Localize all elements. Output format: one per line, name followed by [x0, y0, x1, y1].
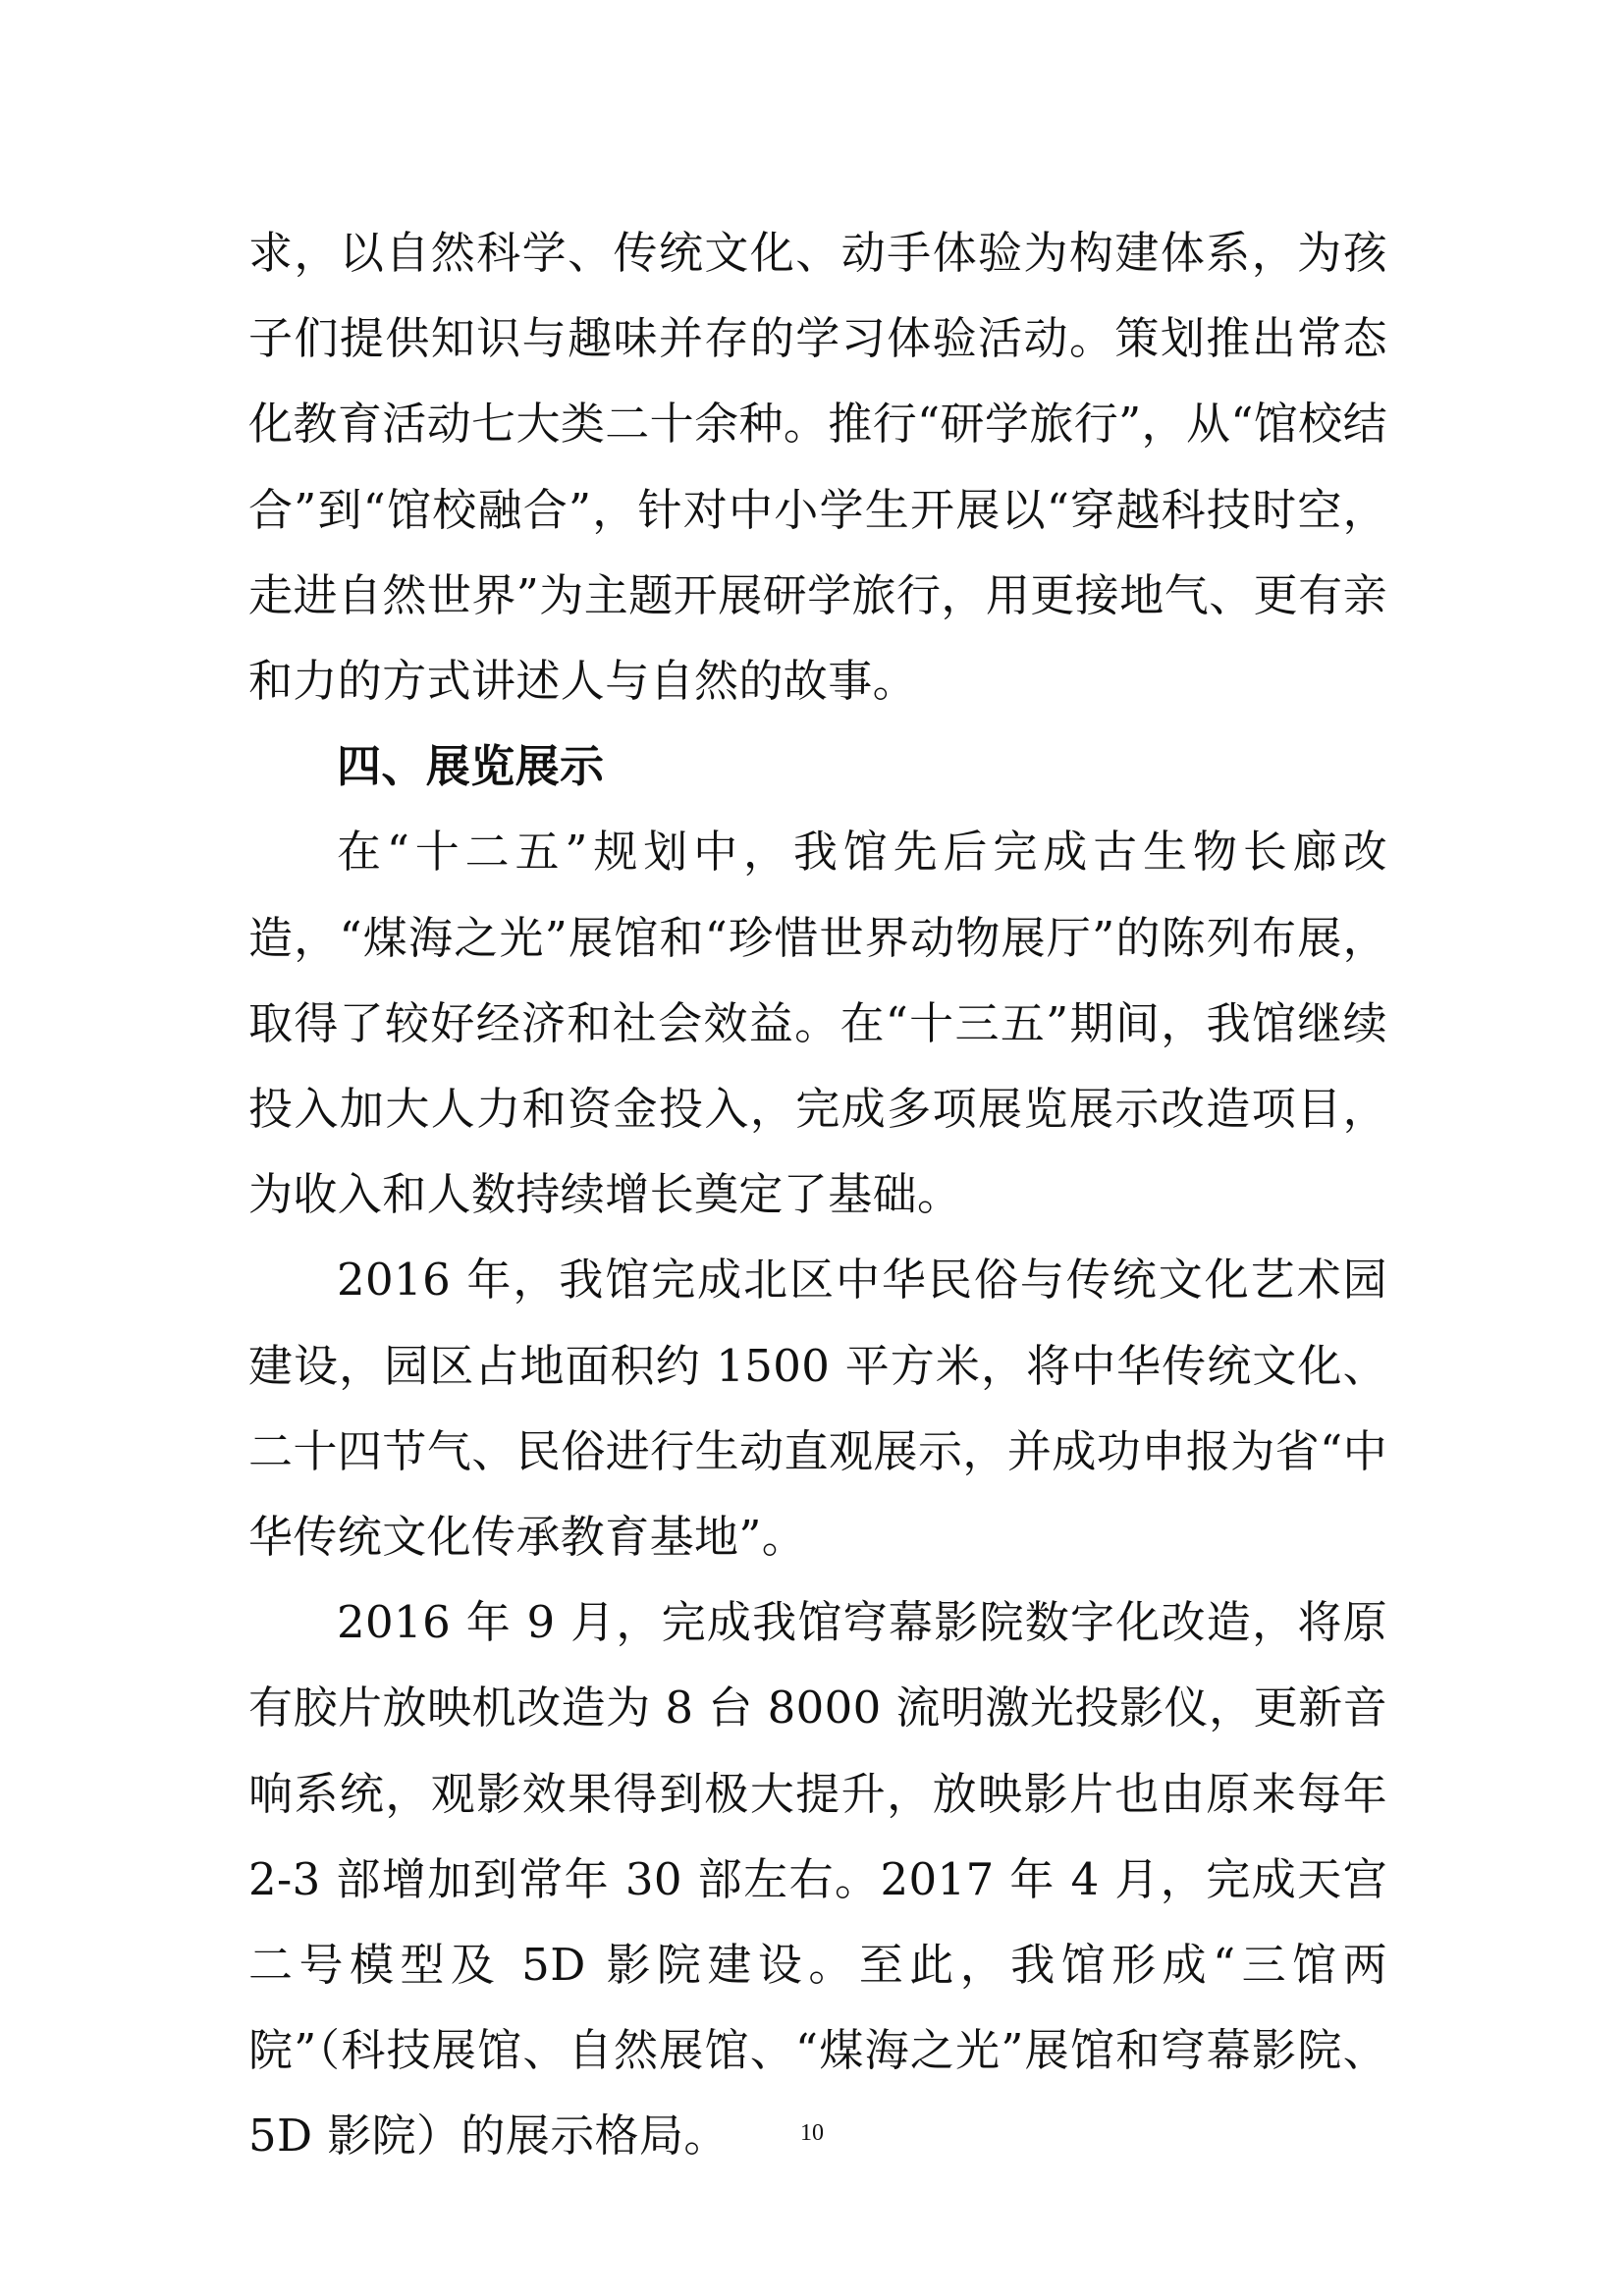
- paragraph-twelfth-five-year-plan: 在“十二五”规划中，我馆先后完成古生物长廊改造，“煤海之光”展馆和“珍惜世界动物展厅”的陈列布展，取得了较好经济和社会效益。在“十三五”期间，我馆继续投入加大人力和资金投入，完成多项展览展示改造项目，为收入和人数持续增长奠定了基础。: [248, 826, 1387, 1221]
- paragraph-2016-folk-culture-park: 2016 年，我馆完成北区中华民俗与传统文化艺术园建设，园区占地面积约 1500 平方米，将中华传统文化、二十四节气、民俗进行生动直观展示，并成功申报为省“中华传统文化传承教育基地”。: [248, 1254, 1387, 1564]
- paragraph-2016-dome-cinema: 2016 年 9 月，完成我馆穹幕影院数字化改造，将原有胶片放映机改造为 8 台 8000 流明激光投影仪，更新音响系统，观影效果得到极大提升，放映影片也由原来每年 2-3 部增加到常年 30 部左右。2017 年 4 月，完成天宫二号模型及 5D 影院建设。至此，我馆形成“三馆两院”（科技展馆、自然展馆、“煤海之光”展馆和穹幕影院、5D 影院）的展示格局。: [248, 1596, 1387, 2163]
- page-number: 10: [800, 2120, 824, 2146]
- paragraph-education-activities: 求，以自然科学、传统文化、动手体验为构建体系，为孩子们提供知识与趣味并存的学习体验活动。策划推出常态化教育活动七大类二十余种。推行“研学旅行”，从“馆校结合”到“馆校融合”，针对中小学生开展以“穿越科技时空，走进自然世界”为主题开展研学旅行，用更接地气、更有亲和力的方式讲述人与自然的故事。: [248, 227, 1387, 708]
- section-heading-exhibitions: 四、展览展示: [337, 740, 605, 793]
- document-body: [248, 210, 1387, 2179]
